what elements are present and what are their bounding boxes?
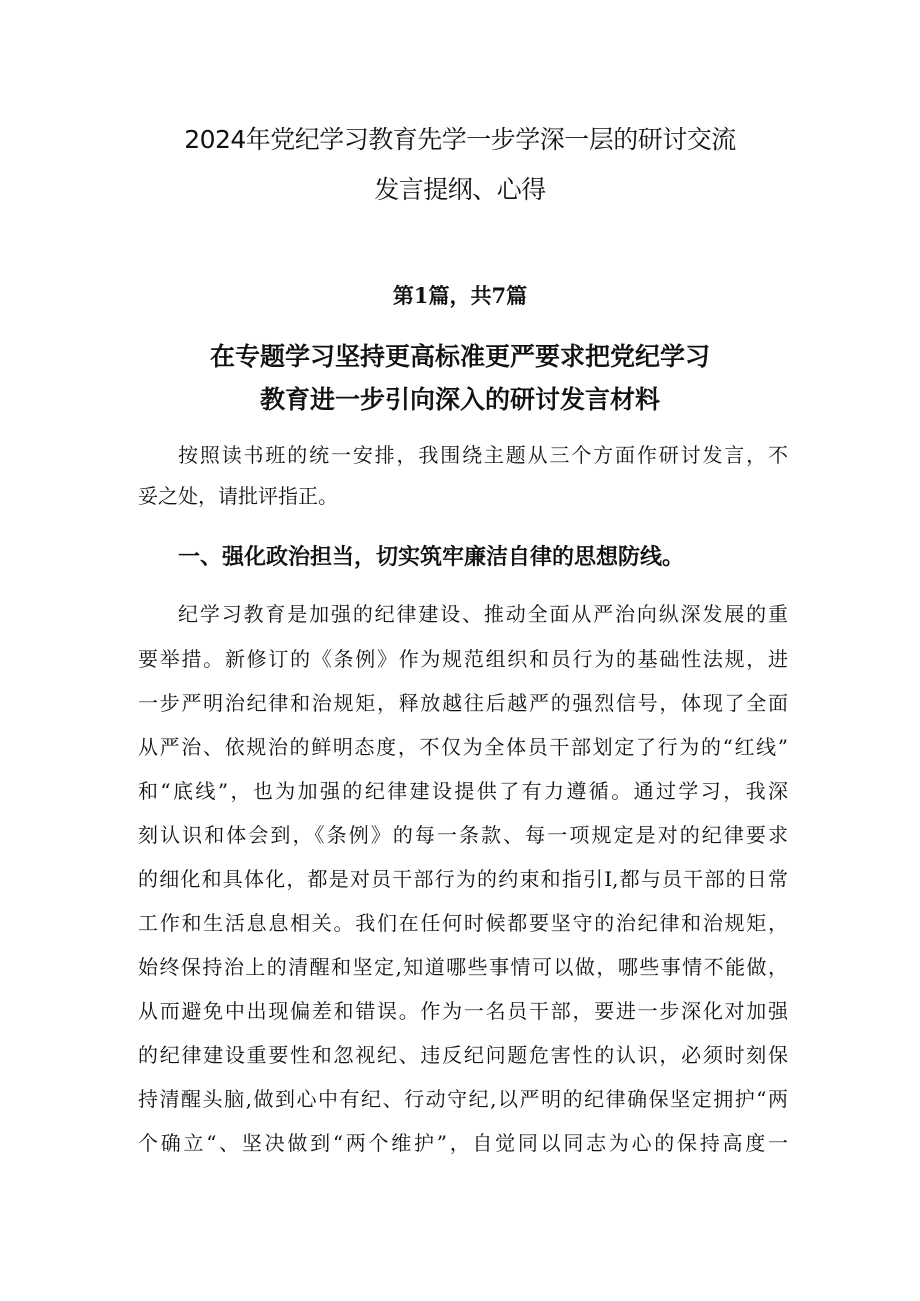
section-heading: 一、强化政治担当，切实筑牢廉洁自律的思想防线。 [178,545,685,570]
paragraph-line: 一步严明治纪律和治规矩，释放越往后越严的强烈信号，体现了全面 [138,691,788,715]
paragraph-line: 和“底线”，也为加强的纪律建设提供了有力遵循。通过学习，我深 [138,779,788,803]
document-title-line-2: 发言提纲、心得 [374,175,546,204]
part-label: 第1篇，共7篇 [392,283,528,308]
paragraph-line: 工作和生活息息相关。我们在任何时候都要坚守的治纪律和治规矩， [138,911,788,935]
subtitle-line-1: 在专题学习坚持更高标准更严要求把党纪学习 [209,342,710,371]
paragraph-line: 从严治、依规治的鲜明态度，不仅为全体员干部划定了行为的“红线” [138,735,788,759]
paragraph-line: 从而避免中出现偏差和错误。作为一名员干部，要进一步深化对加强 [138,999,788,1023]
paragraph-line: 的纪律建设重要性和忽视纪、违反纪问题危害性的认识，必须时刻保 [138,1043,788,1067]
intro-line-1: 按照读书班的统一安排，我围绕主题从三个方面作研讨发言，不 [178,443,788,467]
document-title-line-1: 2024年党纪学习教育先学一步学深一层的研讨交流 [184,125,736,154]
paragraph-line: 个确立“、坚决做到“两个维护”，自觉同以同志为心的保持高度一 [138,1131,788,1155]
paragraph-line: 始终保持治上的清醒和坚定,知道哪些事情可以做，哪些事情不能做， [138,955,788,979]
paragraph-line: 持清醒头脑,做到心中有纪、行动守纪,以严明的纪律确保坚定拥护“两 [138,1087,788,1111]
paragraph-line: 刻认识和体会到，《条例》的每一条款、每一项规定是对的纪律要求 [138,823,788,847]
subtitle-line-2: 教育进一步引向深入的研讨发言材料 [259,385,660,414]
intro-line-2: 妥之处，请批评指正。 [138,484,338,508]
paragraph-line: 的细化和具体化，都是对员干部行为的约束和指引I,都与员干部的日常 [138,867,788,891]
paragraph-line: 要举措。新修订的《条例》作为规范组织和员行为的基础性法规，进 [138,647,788,671]
paragraph-line: 纪学习教育是加强的纪律建设、推动全面从严治向纵深发展的重 [178,602,788,626]
